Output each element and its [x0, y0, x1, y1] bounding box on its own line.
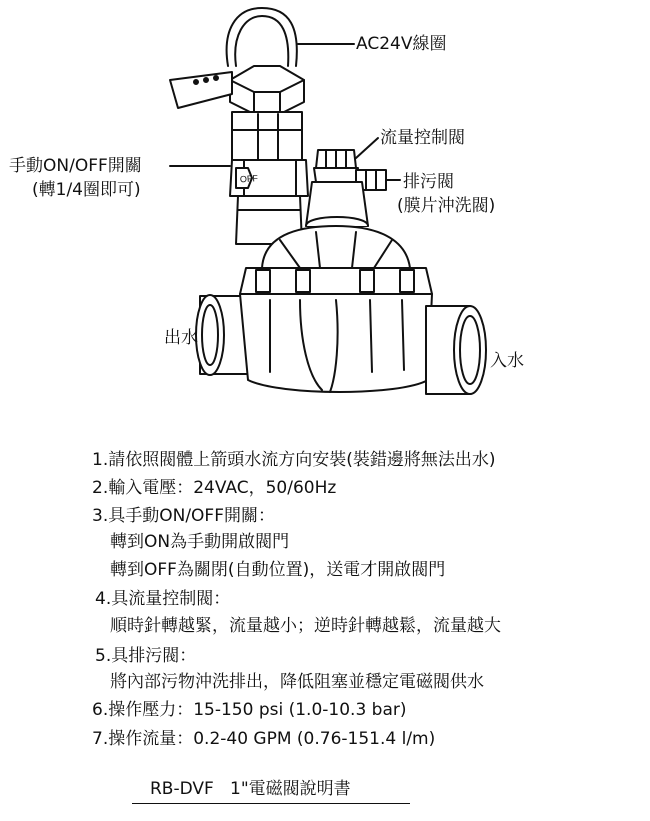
handle-off-text: OFF — [239, 173, 259, 185]
document-title: RB-DVF 1"電磁閥說明書 — [150, 779, 351, 799]
manual-switch-label: 手動ON/OFF開關 — [9, 156, 142, 176]
leader-flow — [356, 138, 378, 158]
title-underline — [132, 803, 410, 804]
flow-control-label: 流量控制閥 — [380, 128, 465, 148]
instruction-item: 2.輸入電壓：24VAC，50/60Hz — [92, 478, 337, 498]
instruction-subitem: 轉到OFF為關閉(自動位置)，送電才開啟閥門 — [110, 560, 446, 580]
instruction-item: 3.具手動ON/OFF開關： — [92, 506, 275, 526]
coil-label: AC24V線圈 — [356, 34, 447, 54]
instruction-item: 7.操作流量：0.2-40 GPM (0.76-151.4 l/m) — [92, 729, 436, 749]
instruction-item: 5.具排污閥： — [95, 646, 197, 666]
coil-cap — [230, 66, 304, 114]
bleed-valve-sublabel: (膜片沖洗閥) — [397, 196, 496, 216]
outlet-label: 出水 — [164, 328, 198, 348]
instruction-item: 6.操作壓力：15-150 psi (1.0-10.3 bar) — [92, 700, 407, 720]
instruction-subitem: 將內部污物沖洗排出，降低阻塞並穩定電磁閥供水 — [110, 672, 484, 692]
manual-switch-sublabel: (轉1/4圈即可) — [32, 180, 141, 200]
inlet-label: 入水 — [490, 351, 524, 371]
instruction-item: 4.具流量控制閥： — [95, 589, 231, 609]
instruction-subitem: 順時針轉越緊，流量越小；逆時針轉越鬆，流量越大 — [110, 616, 501, 636]
coil-wire-inner — [235, 16, 288, 66]
instruction-item: 1.請依照閥體上箭頭水流方向安裝(裝錯邊將無法出水) — [92, 450, 496, 470]
coil-body — [232, 112, 302, 160]
bleed-valve-label: 排污閥 — [403, 172, 454, 192]
manual-lever — [170, 72, 232, 108]
instruction-subitem: 轉到ON為手動開啟閥門 — [110, 532, 290, 552]
